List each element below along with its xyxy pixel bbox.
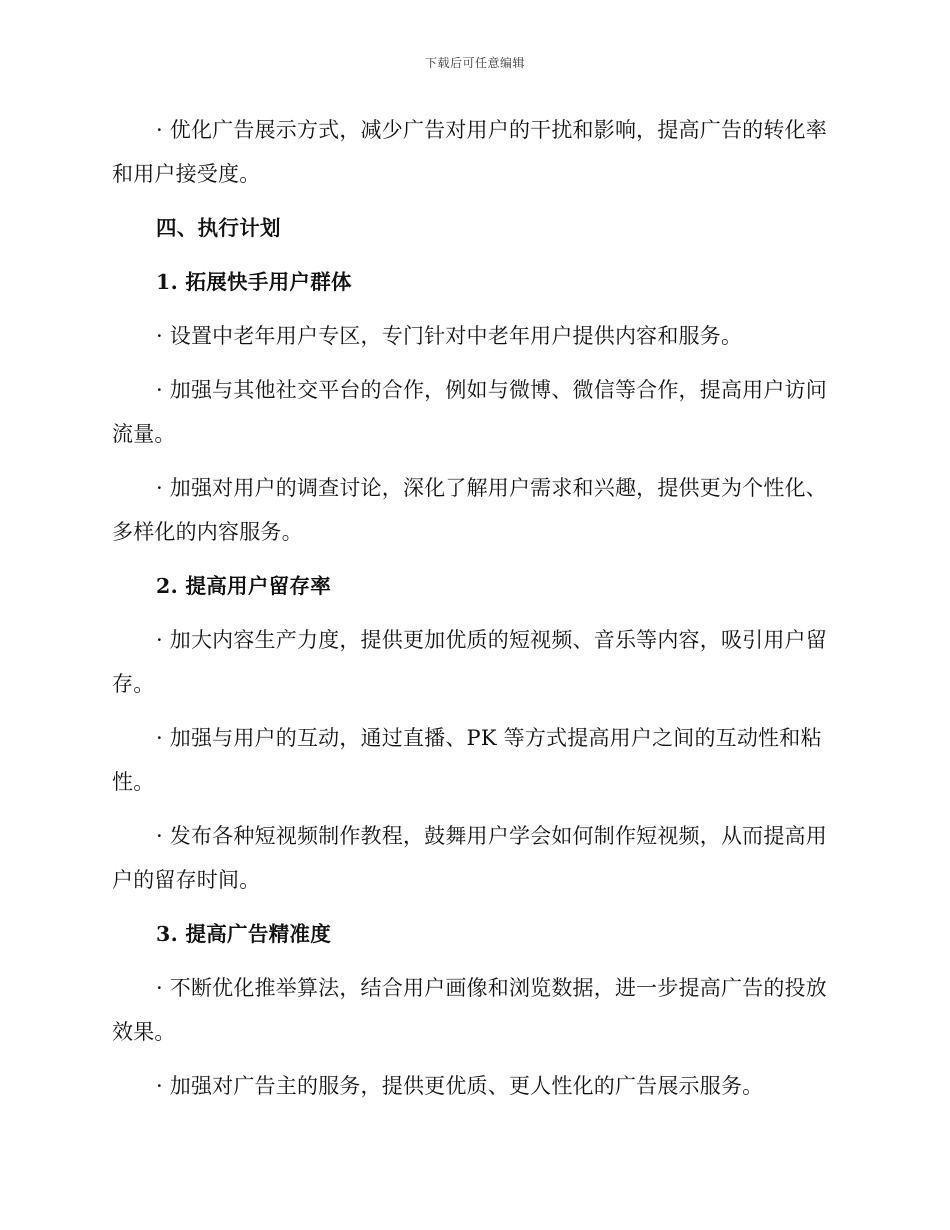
subheading-expand-user-base: 1. 拓展快手用户群体	[156, 270, 352, 294]
paragraph-ad-display: · 优化广告展示方式，减少广告对用户的干扰和影响，提高广告的转化率和用户接受度。	[112, 118, 827, 186]
paragraph-user-interaction: · 加强与用户的互动，通过直播、PK 等方式提高用户之间的互动性和粘性。	[112, 726, 822, 794]
document-body	[112, 108, 834, 1118]
section-heading-execution-plan: 四、执行计划	[156, 216, 281, 240]
paragraph-senior-zone: · 设置中老年用户专区，专门针对中老年用户提供内容和服务。	[156, 324, 743, 348]
page-header: 下载后可任意编辑	[424, 56, 525, 70]
paragraph-social-cooperation: · 加强与其他社交平台的合作，例如与微博、微信等合作，提高用户访问流量。	[112, 378, 827, 446]
paragraph-advertiser-service: · 加强对广告主的服务，提供更优质、更人性化的广告展示服务。	[156, 1074, 764, 1098]
subheading-retention: 2. 提高用户留存率	[156, 574, 332, 598]
paragraph-tutorials: · 发布各种短视频制作教程，鼓舞用户学会如何制作短视频，从而提高用户的留存时间。	[112, 824, 827, 892]
paragraph-recommendation-algorithm: · 不断优化推举算法，结合用户画像和浏览数据，进一步提高广告的投放效果。	[112, 976, 827, 1044]
subheading-ad-precision: 3. 提高广告精准度	[156, 922, 332, 946]
paragraph-content-production: · 加大内容生产力度，提供更加优质的短视频、音乐等内容，吸引用户留存。	[112, 628, 827, 696]
paragraph-user-research: · 加强对用户的调查讨论，深化了解用户需求和兴趣，提供更为个性化、多样化的内容服务。	[112, 476, 827, 544]
